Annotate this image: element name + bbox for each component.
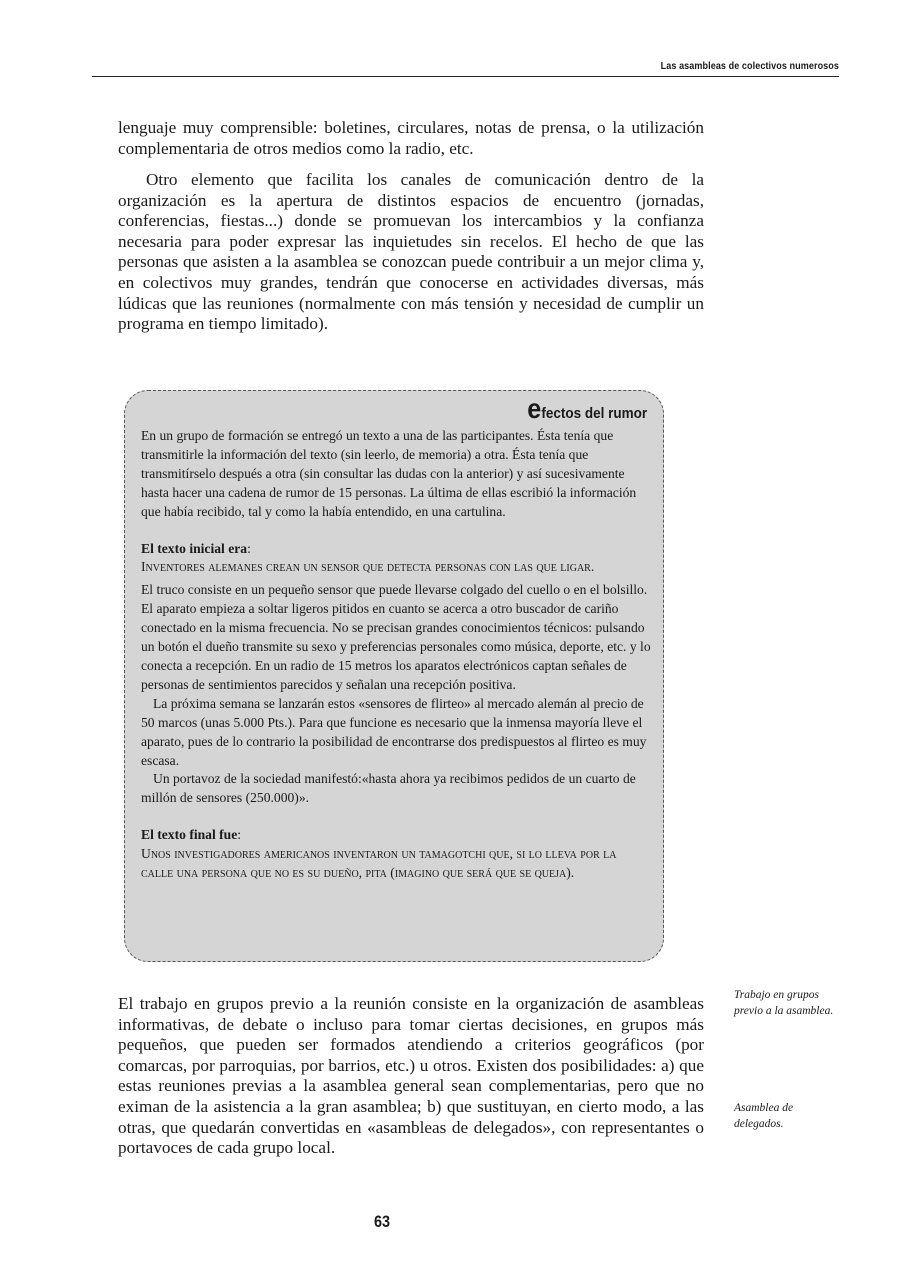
- margin-note-delegates: Asamblea de delegados.: [734, 1102, 794, 1130]
- initial-text-label: El texto inicial era: [141, 540, 248, 556]
- box-intro: En un grupo de formación se entregó un texto a una de las participantes. Ésta tenía que transmitirle la información del texto (sin leerlo, de memoria) a otra. Ésta tenía que transmitírselo después a otra (sin consultar las dudas con la anterior) y así sucesivamente hasta hacer una cadena de rumor de 15 personas. La última de ellas escribió la información que había recibido, tal y como la había entendido, en una cartulina.: [141, 428, 637, 519]
- initial-paragraph-2: La próxima semana se lanzarán estos «sensores de flirteo» al mercado alemán al precio de 50 marcos (unas 5.000 Pts.). Para que funcione es necesario que la inmensa mayoría lleve el aparato, pues de lo contrario la posibilidad de encontrarse dos predispuestos al flirteo es muy escasa.: [141, 695, 647, 768]
- body-paragraph-2: Otro elemento que facilita los canales de comunicación dentro de la organización es la apertura de distintos espacios de encuentro (jornadas, conferencias, fiestas...) donde se promuevan los intercambios y la confianza necesaria para poder expresar las inquietudes sin recelos. El hecho de que las personas que asisten a la asamblea se conozcan puede contribuir a un mejor clima y, en colectivos muy grandes, tendrán que conocerse en actividades diversas, más lúdicas que las reuniones (normalmente con más tensión y necesidad de cumplir un programa en tiempo limitado).: [118, 170, 704, 334]
- page-number: 63: [373, 1212, 391, 1231]
- box-title-initial: e: [527, 393, 542, 424]
- initial-text-label-line: El texto inicial era:: [141, 540, 251, 556]
- box-title-rest: fectos del rumor: [541, 405, 647, 422]
- initial-paragraph-1: El truco consiste en un pequeño sensor que puede llevarse colgado del cuello o en el bolsillo. El aparato empieza a soltar ligeros pitidos en cuanto se acerca a otro buscador de cariño conectado en la misma frecuencia. No se precisan grandes conocimientos técnicos: pulsando un botón el dueño transmite su sexo y preferencias personales como música, deporte, etc. y lo conecta a recepción. En un radio de 15 metros los aparatos electrónicos captan señales de personas de sentimientos parecidos y señalan una recepción positiva.: [141, 582, 651, 692]
- final-text-label: El texto final fue: [141, 827, 238, 843]
- final-text-label-line: El texto final fue:: [141, 827, 242, 843]
- body-paragraph-1: lenguaje muy comprensible: boletines, circulares, notas de prensa, o la utilización complementaria de otros medios como la radio, etc.: [118, 118, 704, 158]
- body-paragraph-3: El trabajo en grupos previo a la reunión consiste en la organización de asambleas informativas, de debate o incluso para tomar ciertas decisiones, en grupos más pequeños, que pueden ser formados atendiendo a criterios geográficos (por comarcas, por parroquias, por barrios, etc.) u otros. Existen dos posibilidades: a) que estas reuniones previas a la asamblea general sean complementarias, pero que no eximan de la asistencia a la gran asamblea; b) que sustituyan, en cierto modo, a las otras, que quedarán convertidas en «asambleas de delegados», con representantes o portavoces de cada grupo local.: [118, 994, 704, 1158]
- box-content: [141, 427, 651, 883]
- rumor-effects-box: [124, 390, 664, 962]
- margin-note-group-work: Trabajo en grupos previo a la asamblea.: [734, 989, 834, 1017]
- final-text: Unos investigadores americanos inventaron un tamagotchi que, si lo lleva por la calle una persona que no es su dueño, pita (imagino que será que se queja).: [141, 846, 617, 881]
- initial-headline: Inventores alemanes crean un sensor que detecta personas con las que ligar.: [141, 559, 595, 575]
- box-title: [527, 393, 647, 425]
- header-rule: [92, 76, 839, 77]
- initial-paragraph-3: Un portavoz de la sociedad manifestó:«hasta ahora ya recibimos pedidos de un cuarto de millón de sensores (250.000)».: [141, 771, 636, 806]
- running-head: Las asambleas de colectivos numerosos: [660, 60, 839, 72]
